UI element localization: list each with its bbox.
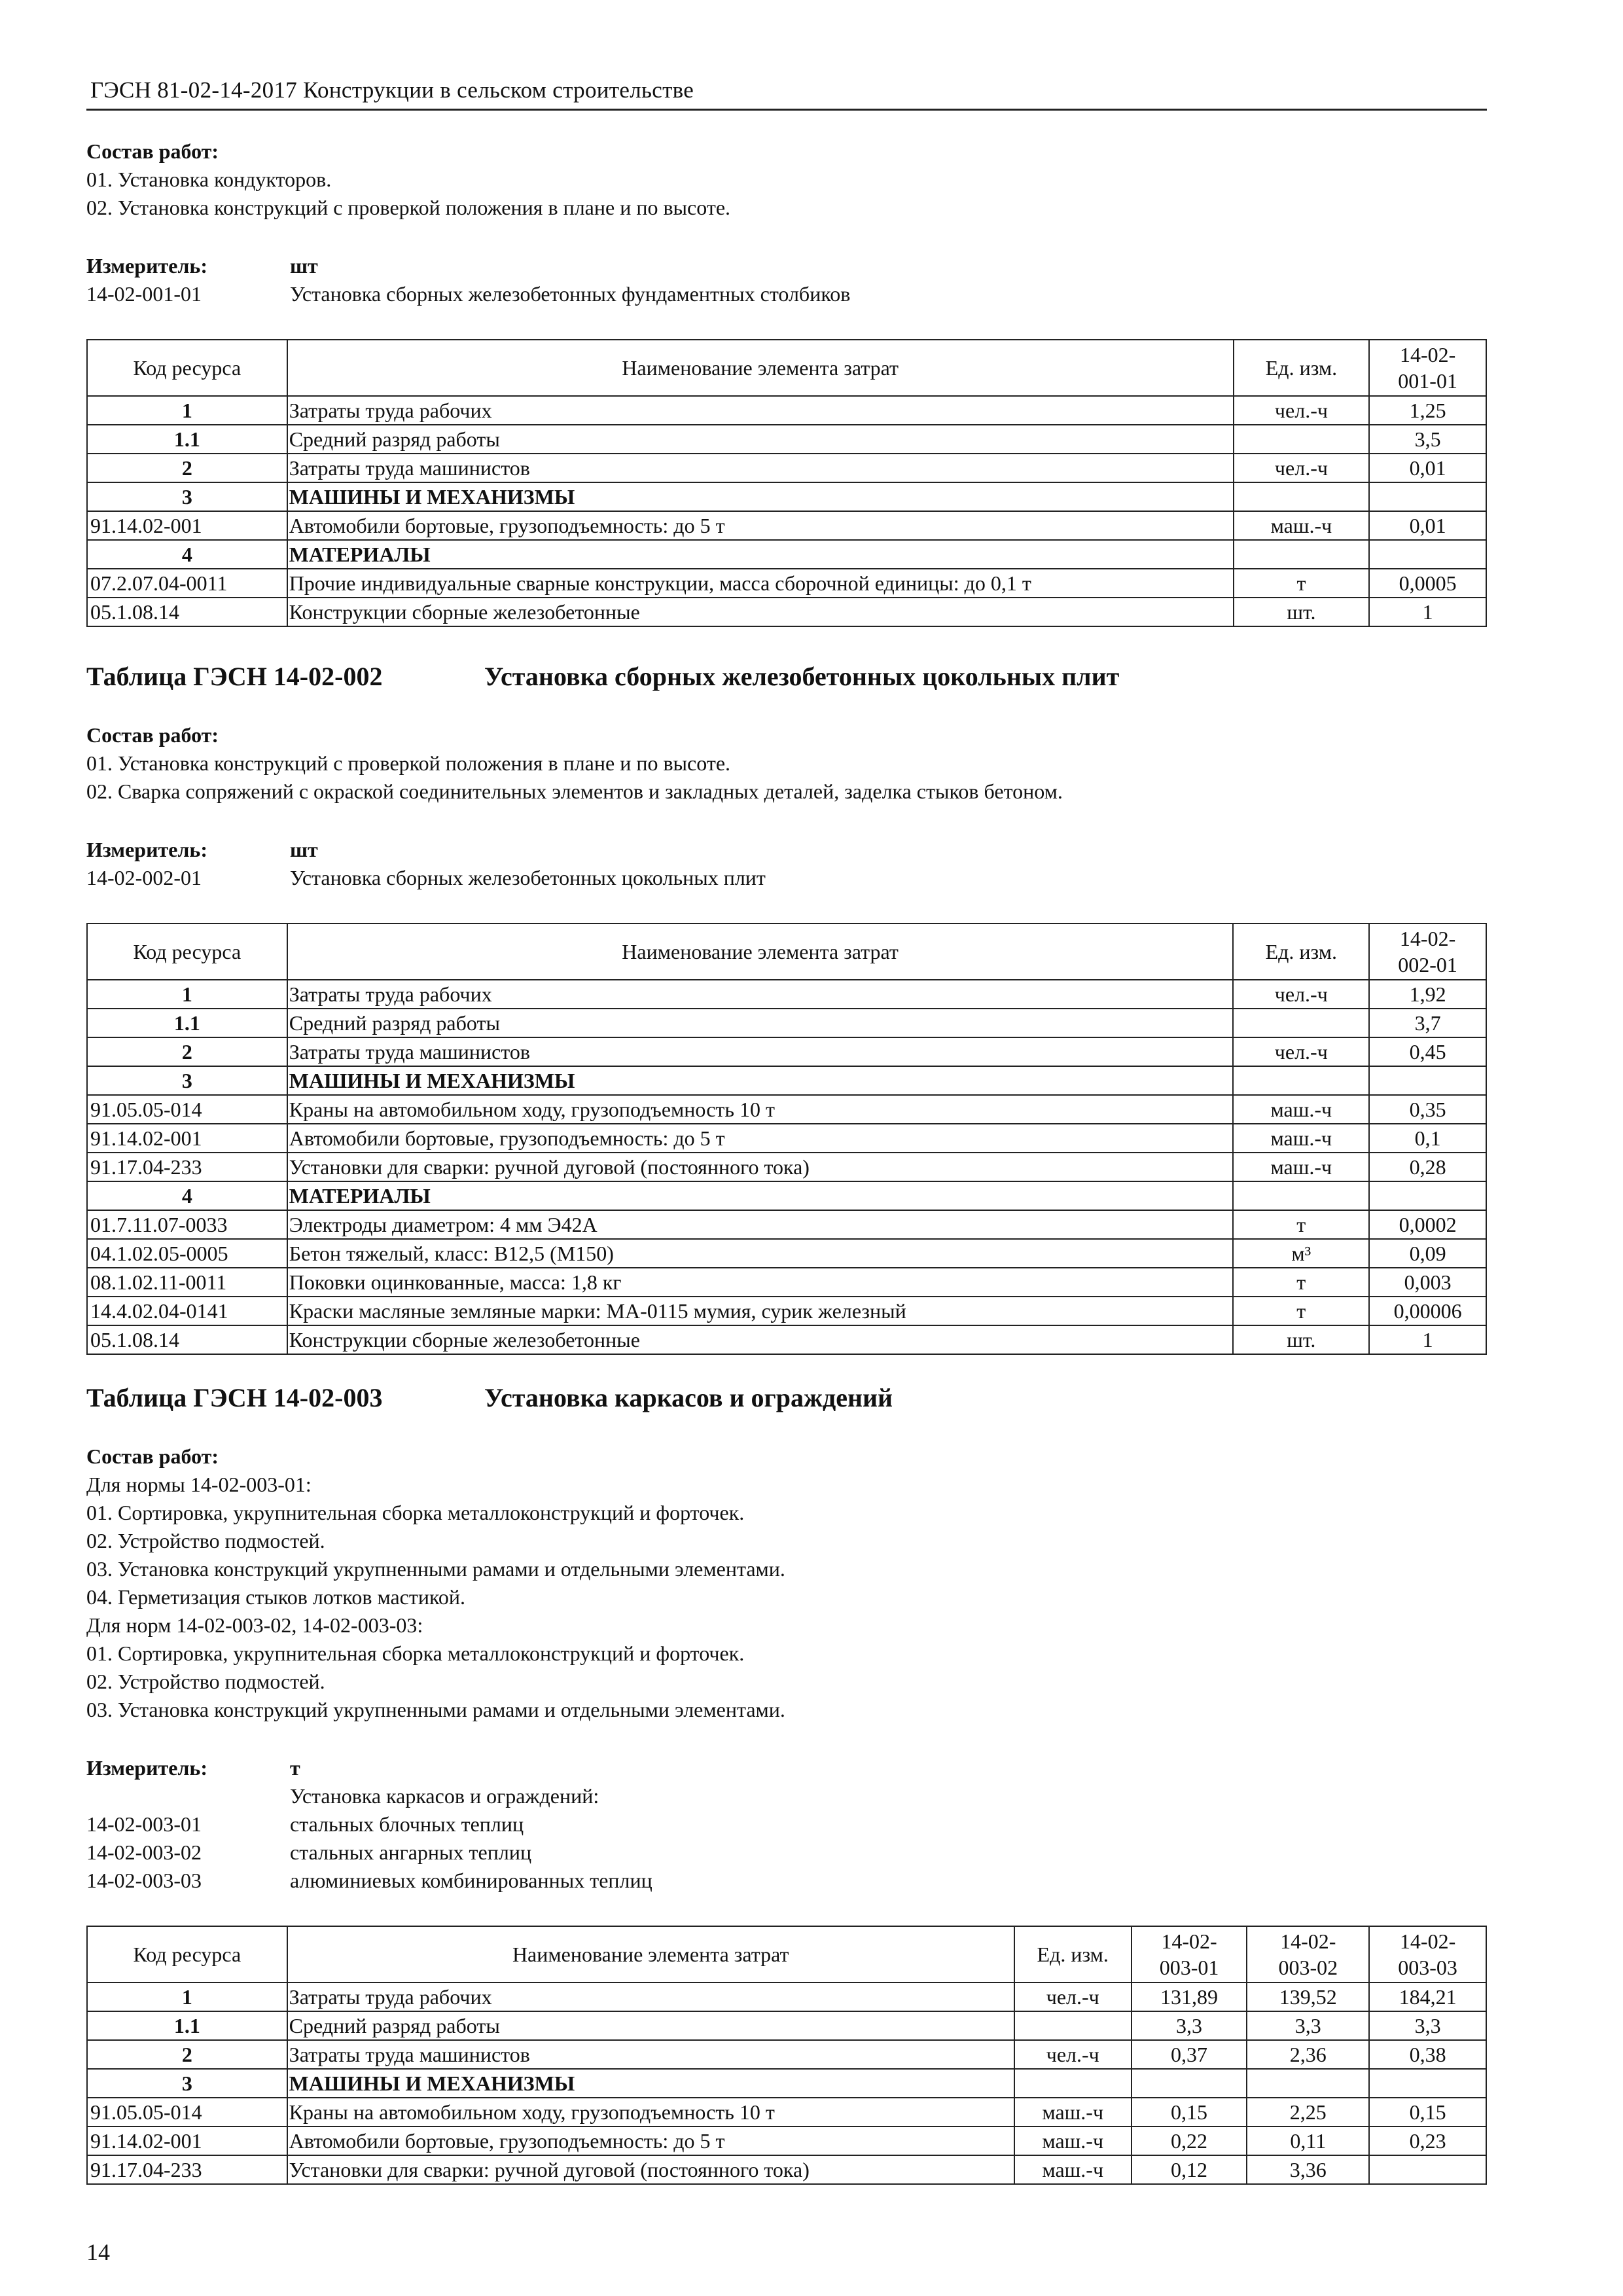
cell-value: 0,09 [1369, 1239, 1486, 1268]
cell-name: Средний разряд работы [287, 2011, 1014, 2040]
table-row [87, 1095, 1486, 1124]
cell-value: 1 [1369, 1325, 1486, 1354]
norm-name: алюминиевых комбинированных теплиц [290, 1869, 652, 1892]
col-header-unit: Ед. изм. [1014, 1926, 1132, 1982]
norm-name: Установка сборных железобетонных цокольных плит [290, 866, 766, 889]
cell-name: МАШИНЫ И МЕХАНИЗМЫ [287, 2069, 1014, 2098]
cell-unit: маш.-ч [1233, 1124, 1369, 1153]
composition-list [86, 1471, 785, 1724]
cell-value: 0,0002 [1369, 1210, 1486, 1239]
cell-value: 1,25 [1369, 396, 1486, 425]
composition-item: 01. Сортировка, укрупнительная сборка металлоконструкций и форточек. [86, 1641, 745, 1665]
cell-name: Поковки оцинкованные, масса: 1,8 кг [287, 1268, 1234, 1297]
table-row [87, 2126, 1486, 2155]
norm-code: 14-02-003-01 [86, 1812, 202, 1836]
cell-unit: т [1234, 569, 1370, 598]
table-row [87, 1210, 1486, 1239]
cell-unit: т [1233, 1268, 1369, 1297]
cell-value: 131,89 [1132, 1982, 1247, 2011]
cell-value: 0,22 [1132, 2126, 1247, 2155]
cell-name: Установки для сварки: ручной дуговой (постоянного тока) [287, 2155, 1014, 2184]
running-header: ГЭСН 81-02-14-2017 Конструкции в сельском строительстве [90, 77, 694, 103]
col-header-name: Наименование элемента затрат [287, 1926, 1014, 1982]
cell-value: 0,15 [1132, 2098, 1247, 2126]
cell-unit: чел.-ч [1233, 980, 1369, 1009]
resource-table-3 [86, 1926, 1487, 2185]
cell-unit: маш.-ч [1014, 2126, 1132, 2155]
cell-value: 1 [1369, 598, 1486, 626]
cell-value [1132, 2069, 1247, 2098]
cell-name: Конструкции сборные железобетонные [287, 1325, 1234, 1354]
col-header-code: Код ресурса [87, 340, 287, 396]
cell-value: 0,01 [1369, 454, 1486, 482]
cell-value: 139,52 [1247, 1982, 1369, 2011]
cell-name: МАШИНЫ И МЕХАНИЗМЫ [287, 1066, 1234, 1095]
cell-unit: т [1233, 1210, 1369, 1239]
norm-name: Установка сборных железобетонных фундаментных столбиков [290, 282, 851, 306]
cell-unit: чел.-ч [1234, 454, 1370, 482]
table-row [87, 396, 1486, 425]
meter-unit: шт [290, 838, 318, 861]
cell-code: 05.1.08.14 [87, 598, 287, 626]
table-row [87, 511, 1486, 540]
cell-code: 91.17.04-233 [87, 2155, 287, 2184]
composition-label: Состав работ: [86, 723, 219, 747]
table-row [87, 1268, 1486, 1297]
table-row [87, 425, 1486, 454]
cell-code: 1.1 [87, 2011, 287, 2040]
cell-value: 3,36 [1247, 2155, 1369, 2184]
table-row [87, 1325, 1486, 1354]
table-title-name: Установка сборных железобетонных цокольных плит [484, 662, 1120, 691]
table-row [87, 1153, 1486, 1181]
meter-label: Измеритель: [86, 838, 207, 861]
cell-code: 14.4.02.04-0141 [87, 1297, 287, 1325]
cell-unit: маш.-ч [1234, 511, 1370, 540]
col-header-code: Код ресурса [87, 1926, 287, 1982]
table-row [87, 482, 1486, 511]
col-header-norm: 14-02- 001-01 [1369, 340, 1486, 396]
table-row [87, 540, 1486, 569]
cell-value: 1,92 [1369, 980, 1486, 1009]
cell-value [1247, 2069, 1369, 2098]
cell-unit [1234, 540, 1370, 569]
cell-code: 1.1 [87, 425, 287, 454]
cell-name: Затраты труда машинистов [287, 1037, 1234, 1066]
table-row [87, 2155, 1486, 2184]
cell-name: Краны на автомобильном ходу, грузоподъемность 10 т [287, 1095, 1234, 1124]
table-row [87, 2011, 1486, 2040]
col-header-unit: Ед. изм. [1233, 924, 1369, 980]
cell-value: 0,12 [1132, 2155, 1247, 2184]
composition-item: 02. Устройство подмостей. [86, 1529, 325, 1552]
cell-code: 2 [87, 454, 287, 482]
cell-name: Прочие индивидуальные сварные конструкции, масса сборочной единицы: до 0,1 т [287, 569, 1234, 598]
cell-unit [1014, 2011, 1132, 2040]
cell-code: 1 [87, 1982, 287, 2011]
cell-code: 3 [87, 1066, 287, 1095]
norm-code: 14-02-003-03 [86, 1869, 202, 1892]
cell-unit [1233, 1181, 1369, 1210]
composition-label: Состав работ: [86, 139, 219, 163]
cell-code: 04.1.02.05-0005 [87, 1239, 287, 1268]
table-row [87, 1982, 1486, 2011]
col-header-norm: 14-02- 002-01 [1369, 924, 1486, 980]
composition-item: 04. Герметизация стыков лотков мастикой. [86, 1585, 466, 1609]
norm-code: 14-02-001-01 [86, 282, 202, 306]
cell-code: 91.14.02-001 [87, 1124, 287, 1153]
table-row [87, 598, 1486, 626]
composition-item: 02. Устройство подмостей. [86, 1670, 325, 1693]
cell-unit: чел.-ч [1233, 1037, 1369, 1066]
table-row [87, 2069, 1486, 2098]
composition-item: 02. Сварка сопряжений с окраской соединительных элементов и закладных деталей, заделка стыков бетоном. [86, 780, 1063, 803]
norm-group-title: Установка каркасов и ограждений: [290, 1784, 599, 1808]
cell-name: МАТЕРИАЛЫ [287, 1181, 1234, 1210]
cell-code: 91.14.02-001 [87, 2126, 287, 2155]
cell-unit [1233, 1009, 1369, 1037]
cell-value: 3,5 [1369, 425, 1486, 454]
cell-code: 4 [87, 540, 287, 569]
header-rule [86, 109, 1487, 111]
cell-code: 1 [87, 980, 287, 1009]
cell-name: Краски масляные земляные марки: МА-0115 мумия, сурик железный [287, 1297, 1234, 1325]
cell-name: МАТЕРИАЛЫ [287, 540, 1234, 569]
table-row [87, 1124, 1486, 1153]
cell-value: 0,0005 [1369, 569, 1486, 598]
cell-unit [1014, 2069, 1132, 2098]
composition-item: 01. Установка конструкций с проверкой положения в плане и по высоте. [86, 751, 731, 775]
cell-code: 4 [87, 1181, 287, 1210]
col-header-unit: Ед. изм. [1234, 340, 1370, 396]
cell-code: 2 [87, 1037, 287, 1066]
cell-code: 1.1 [87, 1009, 287, 1037]
cell-value: 0,11 [1247, 2126, 1369, 2155]
cell-name: Автомобили бортовые, грузоподъемность: до 5 т [287, 2126, 1014, 2155]
table-row [87, 454, 1486, 482]
cell-unit: чел.-ч [1014, 1982, 1132, 2011]
cell-name: Затраты труда машинистов [287, 2040, 1014, 2069]
cell-unit: чел.-ч [1014, 2040, 1132, 2069]
cell-value: 2,25 [1247, 2098, 1369, 2126]
table-row [87, 1009, 1486, 1037]
cell-value [1369, 540, 1486, 569]
resource-table-2 [86, 923, 1487, 1355]
cell-value: 0,01 [1369, 511, 1486, 540]
cell-name: Затраты труда рабочих [287, 396, 1234, 425]
norm-name: стальных ангарных теплиц [290, 1840, 532, 1864]
cell-name: Автомобили бортовые, грузоподъемность: до 5 т [287, 1124, 1234, 1153]
cell-code: 91.05.05-014 [87, 1095, 287, 1124]
cell-code: 91.17.04-233 [87, 1153, 287, 1181]
cell-name: Средний разряд работы [287, 425, 1234, 454]
cell-unit: шт. [1234, 598, 1370, 626]
cell-name: Затраты труда машинистов [287, 454, 1234, 482]
cell-unit: маш.-ч [1233, 1095, 1369, 1124]
meter-unit: шт [290, 254, 318, 278]
cell-unit [1233, 1066, 1369, 1095]
col-header-code: Код ресурса [87, 924, 287, 980]
col-header-name: Наименование элемента затрат [287, 340, 1234, 396]
cell-value: 0,45 [1369, 1037, 1486, 1066]
cell-name: Установки для сварки: ручной дуговой (постоянного тока) [287, 1153, 1234, 1181]
cell-unit: чел.-ч [1234, 396, 1370, 425]
cell-name: Краны на автомобильном ходу, грузоподъемность 10 т [287, 2098, 1014, 2126]
norm-name: стальных блочных теплиц [290, 1812, 524, 1836]
cell-code: 3 [87, 482, 287, 511]
cell-unit: маш.-ч [1014, 2155, 1132, 2184]
cell-value: 0,37 [1132, 2040, 1247, 2069]
cell-code: 01.7.11.07-0033 [87, 1210, 287, 1239]
cell-name: Автомобили бортовые, грузоподъемность: до 5 т [287, 511, 1234, 540]
cell-value: 2,36 [1247, 2040, 1369, 2069]
cell-name: Затраты труда рабочих [287, 1982, 1014, 2011]
table-row [87, 1037, 1486, 1066]
cell-unit [1234, 482, 1370, 511]
meter-unit: т [290, 1756, 300, 1780]
table-title-code: Таблица ГЭСН 14-02-002 [86, 662, 383, 691]
cell-name: Конструкции сборные железобетонные [287, 598, 1234, 626]
cell-value [1369, 2069, 1486, 2098]
cell-name: Средний разряд работы [287, 1009, 1234, 1037]
composition-item: 03. Установка конструкций укрупненными рамами и отдельными элементами. [86, 1557, 785, 1581]
composition-item: 02. Установка конструкций с проверкой положения в плане и по высоте. [86, 196, 731, 219]
composition-label: Состав работ: [86, 1444, 219, 1468]
cell-unit: м³ [1233, 1239, 1369, 1268]
cell-value [1369, 1181, 1486, 1210]
cell-value: 0,23 [1369, 2126, 1486, 2155]
cell-value: 3,3 [1132, 2011, 1247, 2040]
cell-code: 08.1.02.11-0011 [87, 1268, 287, 1297]
cell-value [1369, 2155, 1486, 2184]
norm-code: 14-02-003-02 [86, 1840, 202, 1864]
cell-value: 0,15 [1369, 2098, 1486, 2126]
cell-unit [1234, 425, 1370, 454]
page-number: 14 [86, 2239, 110, 2265]
table-row [87, 2098, 1486, 2126]
table-row [87, 1239, 1486, 1268]
table-row [87, 2040, 1486, 2069]
cell-unit: маш.-ч [1014, 2098, 1132, 2126]
table-row [87, 980, 1486, 1009]
meter-label: Измеритель: [86, 1756, 207, 1780]
cell-code: 3 [87, 2069, 287, 2098]
norm-code: 14-02-002-01 [86, 866, 202, 889]
resource-table-1 [86, 339, 1487, 627]
composition-item: Для норм 14-02-003-02, 14-02-003-03: [86, 1613, 423, 1637]
cell-code: 91.14.02-001 [87, 511, 287, 540]
composition-item: 01. Установка кондукторов. [86, 168, 332, 191]
cell-code: 1 [87, 396, 287, 425]
composition-item: Для нормы 14-02-003-01: [86, 1473, 312, 1496]
table-title-name: Установка каркасов и ограждений [484, 1383, 893, 1412]
cell-unit: т [1233, 1297, 1369, 1325]
composition-item: 01. Сортировка, укрупнительная сборка металлоконструкций и форточек. [86, 1501, 745, 1524]
cell-value: 3,3 [1369, 2011, 1486, 2040]
cell-code: 05.1.08.14 [87, 1325, 287, 1354]
cell-name: МАШИНЫ И МЕХАНИЗМЫ [287, 482, 1234, 511]
cell-code: 2 [87, 2040, 287, 2069]
col-header-norm: 14-02- 003-01 [1132, 1926, 1247, 1982]
table-row [87, 1181, 1486, 1210]
cell-value: 0,1 [1369, 1124, 1486, 1153]
col-header-norm: 14-02- 003-03 [1369, 1926, 1486, 1982]
cell-value [1369, 1066, 1486, 1095]
cell-value: 3,7 [1369, 1009, 1486, 1037]
meter-label: Измеритель: [86, 254, 207, 278]
cell-unit: маш.-ч [1233, 1153, 1369, 1181]
cell-value: 0,35 [1369, 1095, 1486, 1124]
cell-value: 0,00006 [1369, 1297, 1486, 1325]
cell-unit: шт. [1233, 1325, 1369, 1354]
cell-value: 184,21 [1369, 1982, 1486, 2011]
composition-item: 03. Установка конструкций укрупненными рамами и отдельными элементами. [86, 1698, 785, 1721]
cell-name: Затраты труда рабочих [287, 980, 1234, 1009]
cell-name: Бетон тяжелый, класс: В12,5 (М150) [287, 1239, 1234, 1268]
cell-value [1369, 482, 1486, 511]
table-row [87, 1066, 1486, 1095]
table-row [87, 1297, 1486, 1325]
cell-value: 0,28 [1369, 1153, 1486, 1181]
table-title-code: Таблица ГЭСН 14-02-003 [86, 1383, 383, 1412]
col-header-name: Наименование элемента затрат [287, 924, 1234, 980]
cell-name: Электроды диаметром: 4 мм Э42А [287, 1210, 1234, 1239]
cell-code: 07.2.07.04-0011 [87, 569, 287, 598]
cell-value: 0,003 [1369, 1268, 1486, 1297]
cell-value: 0,38 [1369, 2040, 1486, 2069]
table-row [87, 569, 1486, 598]
cell-code: 91.05.05-014 [87, 2098, 287, 2126]
col-header-norm: 14-02- 003-02 [1247, 1926, 1369, 1982]
cell-value: 3,3 [1247, 2011, 1369, 2040]
